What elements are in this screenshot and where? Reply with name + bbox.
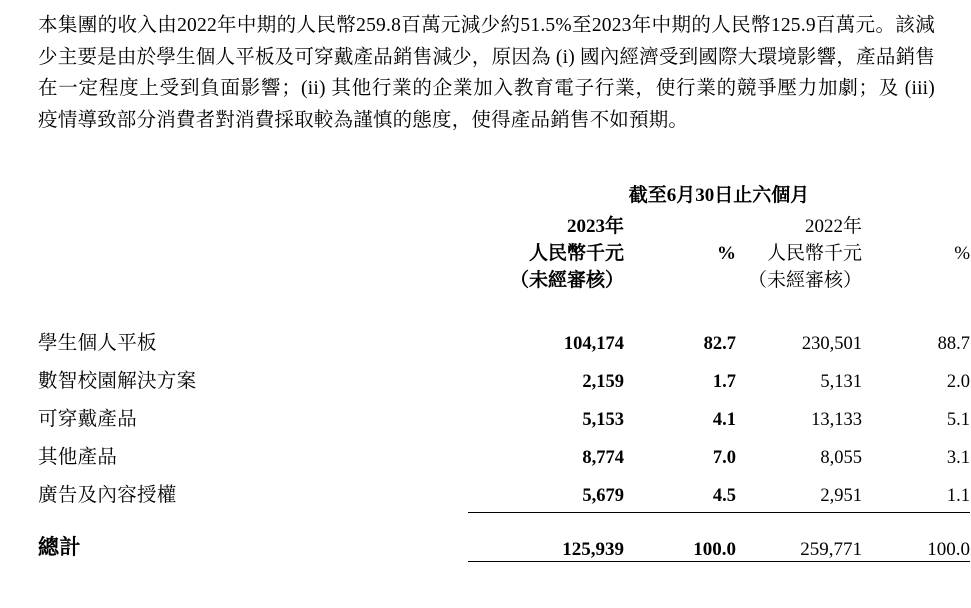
table-row (38, 474, 970, 512)
header-2023-unit: 人民幣千元 (528, 243, 624, 264)
header-period-label: 截至6月30日止六個月 (628, 185, 810, 206)
header-2023-year: 2023年 (566, 216, 624, 237)
header-2022-audit: （未經審核） (747, 270, 862, 291)
row-value-2023: 2,159 (582, 372, 624, 392)
row-pct-2023: 1.7 (712, 372, 736, 392)
revenue-breakdown-table (38, 180, 970, 562)
row-label: 其他產品 (38, 447, 118, 468)
row-value-2023: 104,174 (563, 334, 624, 354)
header-spacer-row (38, 296, 970, 322)
row-pct-2022: 88.7 (937, 334, 971, 354)
row-pct-2023: 82.7 (703, 334, 736, 354)
header-pct-2022-symbol: % (954, 243, 971, 264)
total-gap-row (38, 513, 970, 525)
row-label: 數智校園解決方案 (38, 371, 197, 392)
total-pct-2023: 100.0 (693, 539, 736, 560)
row-value-2023: 8,774 (582, 448, 624, 468)
total-pct-2022: 100.0 (927, 539, 971, 560)
table-row (38, 322, 970, 360)
row-value-2023: 5,153 (582, 410, 624, 430)
revenue-breakdown-table-wrapper (38, 180, 971, 562)
table-header-columns-row (38, 213, 970, 296)
table-row (38, 436, 970, 474)
row-pct-2022: 3.1 (946, 448, 971, 468)
header-col-2022 (736, 213, 862, 296)
row-value-2022: 230,501 (801, 334, 862, 354)
row-pct-2023: 4.5 (712, 486, 736, 506)
table-row (38, 398, 970, 436)
total-value-2022: 259,771 (800, 539, 862, 560)
header-col-2023 (468, 213, 624, 296)
rule-total-v2 (736, 561, 862, 562)
header-col-pct-2022 (862, 213, 970, 296)
row-value-2022: 13,133 (811, 410, 862, 430)
header-col-pct-2023 (624, 213, 736, 296)
header-2022-year: 2022年 (804, 216, 862, 237)
total-row (38, 525, 970, 561)
header-2022-unit: 人民幣千元 (766, 243, 862, 264)
revenue-discussion-paragraph: 本集團的收入由2022年中期的人民幣259.8百萬元減少約51.5%至2023年中期的人民幣125.9百萬元。該減少主要是由於學生個人平板及可穿戴產品銷售減少，原因為 (i) 國內經濟受到國際大環境影響，產品銷售在一定程度上受到負面影響；(ii) 其他行業的企業加入教育電子行業，使行業的競爭壓力加劇；及 (iii) 疫情導致部分消費者對消費採取較為謹慎的態度，使得產品銷售不如預期。 (38, 15, 935, 131)
total-value-2023: 125,939 (562, 539, 624, 560)
row-pct-2022: 1.1 (946, 486, 971, 506)
header-pct-2023-symbol: % (717, 243, 736, 264)
rule-total-v1 (468, 561, 624, 562)
row-pct-2023: 4.1 (712, 410, 736, 430)
row-label: 學生個人平板 (38, 333, 157, 354)
row-label: 廣告及內容授權 (38, 485, 177, 506)
row-label: 可穿戴產品 (38, 409, 138, 430)
rule-total-p2 (862, 561, 970, 562)
rule-total-p1 (624, 561, 736, 562)
total-rule-row (38, 561, 970, 562)
row-pct-2022: 5.1 (946, 410, 971, 430)
row-value-2022: 2,951 (820, 486, 862, 506)
total-label: 總計 (38, 535, 81, 559)
row-value-2022: 5,131 (820, 372, 862, 392)
row-pct-2023: 7.0 (712, 448, 736, 468)
row-pct-2022: 2.0 (946, 372, 971, 392)
header-2023-audit: （未經審核） (509, 270, 624, 291)
row-value-2023: 5,679 (582, 486, 624, 506)
table-header-span-row (38, 180, 970, 213)
row-value-2022: 8,055 (820, 448, 862, 468)
table-row (38, 360, 970, 398)
